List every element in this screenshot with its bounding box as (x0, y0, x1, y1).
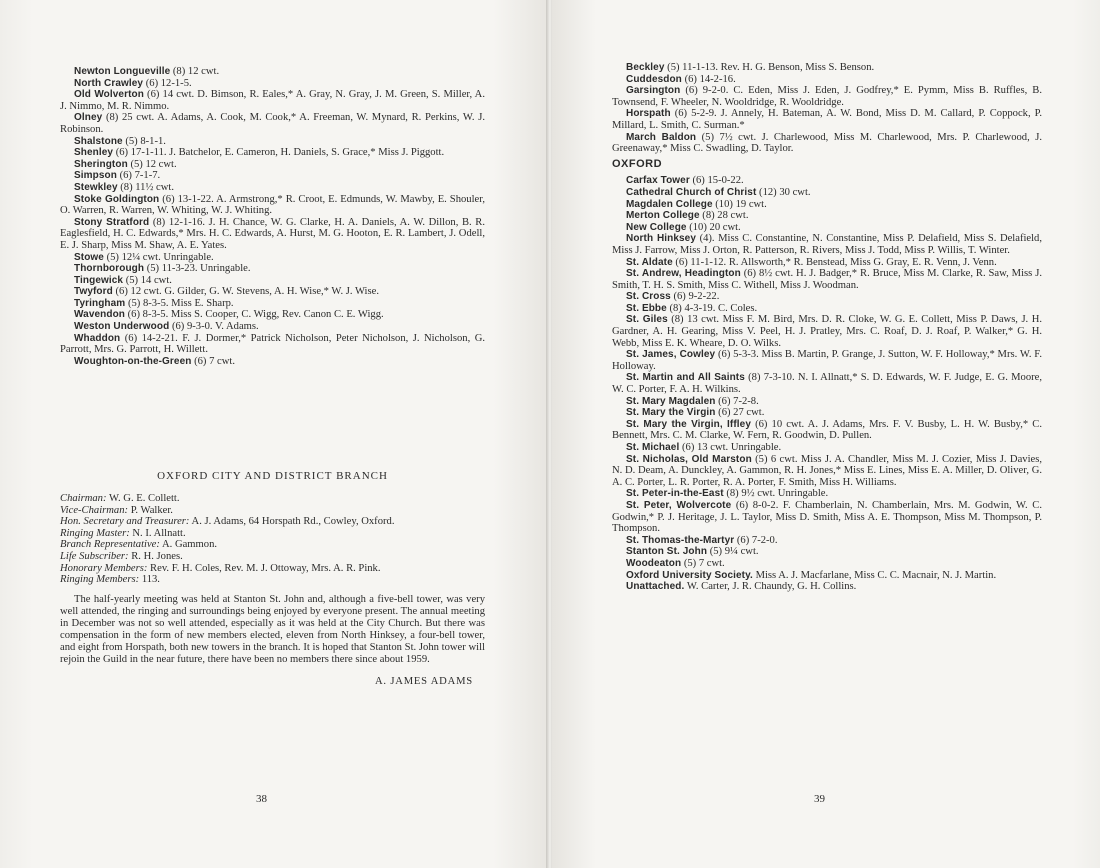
tower-entry (60, 333, 485, 356)
officer-line (60, 493, 485, 505)
tower-name: St. Peter, Wolvercote (626, 499, 732, 511)
report-signature: A. JAMES ADAMS (374, 675, 473, 687)
tower-entry (612, 558, 1042, 570)
tower-entry (60, 170, 485, 182)
tower-name: Stowe (74, 251, 104, 263)
tower-name: St. Ebbe (626, 302, 667, 314)
tower-name: Tingewick (74, 274, 124, 286)
tower-entry (612, 132, 1042, 155)
tower-name: Oxford University Society. (626, 569, 753, 581)
tower-name: St. Mary the Virgin (626, 407, 716, 419)
tower-details: (6) 5-3-3. Miss B. Martin, P. Grange, J. Sutton, W. F. Holloway,* Mrs. W. F. Holloway. (612, 349, 1042, 372)
tower-details: (6) 11-1-12. R. Allsworth,* R. Benstead, Miss G. Gray, E. R. Venn, J. Venn. (675, 256, 997, 268)
officer-line (60, 528, 485, 540)
tower-name: Merton College (626, 210, 700, 222)
tower-entry (612, 268, 1042, 291)
tower-name: Cathedral Church of Christ (626, 186, 757, 198)
page-number-left: 38 (256, 793, 267, 805)
tower-entry (60, 159, 485, 171)
tower-details: (5) 14 cwt. (125, 274, 172, 286)
tower-name: New College (626, 221, 687, 233)
branch-officers (60, 493, 485, 586)
tower-name: Sherington (74, 158, 128, 170)
tower-entry (612, 175, 1042, 187)
tower-details: (8) 28 cwt. (702, 210, 749, 222)
tower-details: (5) 11-1-13. Rev. H. G. Benson, Miss S. Benson. (667, 62, 875, 73)
tower-name: Tyringham (74, 297, 126, 309)
tower-entry (60, 112, 485, 135)
tower-name: North Hinksey (626, 233, 696, 245)
left-tower-list (60, 66, 485, 367)
tower-name: Magdalen College (626, 198, 713, 210)
tower-details: (6) 10 cwt. A. J. Adams, Mrs. F. V. Busby, L. H. W. Busby,* C. Bennett, Mrs. C. M. Clarke, W. Fern, R. Goodwin, D. Pullen. (612, 418, 1042, 442)
tower-name: St. Mary the Virgin, Iffley (626, 418, 751, 430)
tower-name: Thornborough (74, 263, 145, 275)
officer-value: 113. (141, 574, 160, 586)
tower-details: (6) 8-3-5. Miss S. Cooper, C. Wigg, Rev. Canon C. E. Wigg. (127, 309, 384, 321)
tower-details: (8) 13 cwt. Miss F. M. Bird, Mrs. D. R. Cloke, W. G. E. Collett, Miss P. Daws, J. H. Gardner, A. H. Gearing, Miss V. Peel, H. J. Pratley, Mrs. C. Roaf, D. J. Roaf, P. Walker,* G. H. Webb, Miss E. K. Wheare, D. O. Wilks. (612, 314, 1042, 349)
tower-entry (612, 257, 1042, 269)
tower-entry (612, 407, 1042, 419)
right-tower-list-top (612, 62, 1042, 155)
tower-details: (6) 7-2-0. (736, 534, 778, 546)
tower-entry (612, 62, 1042, 74)
tower-details: (5) 12¼ cwt. Unringable. (106, 251, 214, 263)
tower-name: Garsington (626, 85, 681, 97)
tower-details: (6) 14-2-16. (684, 73, 736, 85)
tower-details: (5) 7 cwt. (683, 557, 725, 569)
officer-value: W. G. E. Collett. (108, 493, 180, 505)
tower-name: North Crawley (74, 77, 144, 89)
tower-details: (6) 13-1-22. A. Armstrong,* R. Croot, E. Edmunds, W. Mawby, E. Shouler, O. Warren, R. Warren, W. Whiting, W. J. Whiting. (60, 193, 485, 217)
tower-entry (60, 194, 485, 217)
officer-line (60, 505, 485, 517)
tower-entry (612, 314, 1042, 349)
tower-name: St. Aldate (626, 256, 673, 268)
section-heading-oxford: OXFORD (612, 157, 663, 170)
officer-line (60, 574, 485, 586)
tower-name: Cuddesdon (626, 73, 682, 85)
tower-details: (6) 5-2-9. J. Annely, H. Bateman, A. W. Bond, Miss D. M. Callard, P. Coppock, P. Millard, L. Smith, C. Surman.* (612, 108, 1042, 131)
tower-entry (60, 217, 485, 252)
tower-entry (60, 136, 485, 148)
officer-value: N. I. Allnatt. (132, 527, 186, 539)
tower-entry (60, 252, 485, 264)
tower-entry (60, 321, 485, 333)
tower-entry (612, 85, 1042, 108)
tower-details: (8) 11½ cwt. (120, 181, 175, 193)
tower-entry (60, 263, 485, 275)
tower-details: (6) 17-1-11. J. Batchelor, E. Cameron, H. Daniels, S. Grace,* Miss J. Piggott. (115, 147, 445, 159)
tower-name: Wavendon (74, 309, 125, 321)
tower-entry (60, 286, 485, 298)
tower-details: (5) 7½ cwt. J. Charlewood, Miss M. Charlewood, Mrs. P. Charlewood, J. Greenaway,* Miss C. Swadling, D. Taylor. (612, 131, 1042, 155)
tower-details: (5) 12 cwt. (130, 158, 177, 170)
tower-entry (612, 454, 1042, 489)
tower-name: Twyford (74, 286, 113, 298)
officer-value: P. Walker. (130, 504, 173, 516)
tower-details: (6) 7-2-8. (718, 395, 759, 407)
tower-entry (612, 199, 1042, 211)
tower-name: Stony Stratford (74, 216, 150, 228)
right-page (552, 0, 1100, 868)
tower-details: (12) 30 cwt. (759, 186, 811, 198)
tower-entry (612, 187, 1042, 199)
tower-name: Stewkley (74, 181, 118, 193)
tower-entry (612, 291, 1042, 303)
tower-entry (612, 535, 1042, 547)
officer-role: Ringing Master: (60, 527, 130, 539)
tower-details: (6) 7 cwt. (194, 355, 235, 367)
tower-details: (8) 12-1-16. J. H. Chance, W. G. Clarke, H. A. Daniels, A. W. Dillon, B. R. Eaglesfield, H. C. Edwards,* Mrs. H. C. Edwards, A. Hurst, M. G. Hooton, E. R. Lambert, J. Odell, E. J. Sharp, Miss M. Shaw, A. E. Yates. (60, 216, 486, 251)
tower-details: (10) 19 cwt. (715, 198, 767, 210)
tower-name: Old Wolverton (74, 89, 144, 101)
tower-name: Shenley (74, 147, 114, 159)
tower-details: (6) 14 cwt. D. Bimson, R. Eales,* A. Gray, N. Gray, J. M. Green, S. Miller, A. J. Nimmo, M. R. Nimmo. (60, 89, 485, 112)
tower-entry (60, 66, 485, 78)
officer-role: Chairman: (60, 493, 107, 505)
tower-name: St. Peter-in-the-East (626, 488, 724, 500)
tower-name: St. Mary Magdalen (626, 395, 716, 407)
tower-details: (5) 6 cwt. Miss J. A. Chandler, Miss M. J. Cozier, Miss J. Davies, N. D. Deam, A. Dunckley, A. Gammon, R. H. Jones,* Miss E. Lines, Miss E. A. Miller, D. Oliver, G. A. C. Porter, L. R. Porter, R. A. Porter, F. Smith, Miss H. Williams. (612, 453, 1042, 488)
officer-value: R. H. Jones. (131, 551, 183, 562)
tower-details: W. Carter, J. R. Chaundy, G. H. Collins. (686, 581, 857, 593)
tower-entry (612, 581, 1042, 593)
tower-entry (612, 546, 1042, 558)
officer-role: Branch Representative: (60, 539, 160, 551)
tower-details: (8) 25 cwt. A. Adams, A. Cook, M. Cook,* A. Freeman, W. Mynard, R. Perkins, W. J. Robinson. (60, 112, 485, 135)
tower-details: (5) 8-3-5. Miss E. Sharp. (127, 297, 234, 309)
tower-name: St. Nicholas, Old Marston (626, 453, 752, 465)
officer-line (60, 551, 485, 563)
tower-entry (612, 210, 1042, 222)
tower-entry (612, 419, 1042, 442)
tower-details: (6) 9-3-0. V. Adams. (171, 321, 259, 333)
tower-details: (6) 8-0-2. F. Chamberlain, N. Chamberlain, Mrs. M. Godwin, W. C. Godwin,* P. J. Heritage, J. L. Taylor, Miss D. Smith, Miss A. E. Thompson, Miss M. Thompson, P. Thompson. (612, 499, 1042, 535)
officer-role: Honorary Members: (60, 562, 148, 574)
officer-role: Vice-Chairman: (60, 504, 129, 516)
tower-entry (60, 89, 485, 112)
tower-name: Stoke Goldington (74, 193, 160, 205)
tower-details: (6) 27 cwt. (718, 407, 765, 419)
officer-role: Ringing Members: (60, 574, 140, 586)
left-page-column (60, 66, 485, 687)
tower-name: Beckley (626, 62, 665, 73)
tower-name: March Baldon (626, 131, 697, 143)
tower-details: (5) 9¼ cwt. (709, 546, 759, 558)
tower-name: St. James, Cowley (626, 349, 716, 361)
tower-name: St. Andrew, Headington (626, 268, 741, 280)
tower-entry (60, 78, 485, 90)
officer-role: Hon. Secretary and Treasurer: (60, 516, 190, 528)
tower-details: (6) 15-0-22. (692, 175, 744, 187)
tower-details: (6) 9-2-22. (673, 291, 720, 303)
tower-entry (60, 275, 485, 287)
tower-name: Simpson (74, 170, 117, 182)
officer-line (60, 539, 485, 551)
left-page (0, 0, 548, 868)
right-page-column (612, 62, 1042, 593)
branch-report: The half-yearly meeting was held at Stanton St. John and, although a five-bell tower, was very well attended, the ringing and surroundings being enjoyed by everyone present. The annual meeting in December was not so well attended, especially as it was held at the City Church. But there was compensation in the form of new members elected, eleven from North Hinksey, a four-bell tower, and eight from Horspath, both new towers in the branch. It is hoped that Stanton St. John tower will rejoin the Guild in the near future, there have been no members there since about 1959. (60, 593, 485, 665)
tower-name: St. Giles (626, 314, 668, 326)
tower-entry (612, 303, 1042, 315)
officer-line (60, 516, 485, 528)
tower-details: (5) 11-3-23. Unringable. (146, 263, 251, 275)
tower-entry (612, 108, 1042, 131)
tower-name: St. Martin and All Saints (626, 372, 745, 384)
officer-value: A. J. Adams, 64 Horspath Rd., Cowley, Oxford. (191, 516, 395, 528)
tower-details: (8) 7-3-10. N. I. Allnatt,* S. D. Edwards, W. F. Judge, E. G. Moore, W. C. Porter, F. A. H. Wilkins. (612, 372, 1042, 396)
officer-value: Rev. F. H. Coles, Rev. M. J. Ottoway, Mrs. A. R. Pink. (150, 562, 381, 574)
tower-details: (6) 14-2-21. F. J. Dormer,* Patrick Nicholson, Peter Nicholson, J. Nicholson, G. Parrott, Mrs. G. Parrott, H. Willett. (60, 332, 485, 356)
tower-name: Woodeaton (626, 557, 682, 569)
tower-entry (60, 309, 485, 321)
tower-details: (6) 12-1-5. (145, 77, 192, 89)
tower-entry (612, 570, 1042, 582)
tower-name: Woughton-on-the-Green (74, 355, 192, 367)
tower-entry (612, 442, 1042, 454)
branch-title: OXFORD CITY AND DISTRICT BRANCH (157, 470, 388, 483)
tower-details: (6) 7-1-7. (119, 170, 161, 182)
tower-entry (60, 182, 485, 194)
tower-name: Weston Underwood (74, 321, 170, 333)
tower-entry (612, 74, 1042, 86)
tower-name: Unattached. (626, 581, 685, 593)
tower-name: Horspath (626, 108, 671, 120)
tower-entry (612, 372, 1042, 395)
tower-name: Olney (74, 112, 103, 124)
page-number-right: 39 (814, 793, 825, 805)
tower-details: (6) 13 cwt. Unringable. (682, 442, 782, 453)
officer-line (60, 563, 485, 575)
tower-entry (612, 488, 1042, 500)
tower-name: Newton Longueville (74, 66, 171, 77)
tower-entry (612, 222, 1042, 234)
tower-entry (612, 233, 1042, 256)
tower-name: St. Michael (626, 442, 680, 453)
tower-details: (6) 12 cwt. G. Gilder, G. W. Stevens, A. H. Wise,* W. J. Wise. (115, 286, 379, 298)
tower-details: (6) 9-2-0. C. Eden, Miss J. Eden, J. Godfrey,* E. Pymm, Miss B. Ruffles, B. Townsend, F. Wheeler, N. Wooldridge, R. Wooldridge. (612, 85, 1042, 108)
tower-name: Whaddon (74, 332, 121, 344)
tower-details: (8) 4-3-19. C. Coles. (669, 302, 758, 314)
tower-details: (5) 8-1-1. (125, 135, 166, 147)
officer-value: A. Gammon. (162, 539, 218, 551)
tower-details: Miss A. J. Macfarlane, Miss C. C. Macnair, N. J. Martin. (755, 569, 997, 581)
tower-entry (60, 147, 485, 159)
tower-name: St. Thomas-the-Martyr (626, 534, 735, 546)
tower-entry (612, 349, 1042, 372)
tower-name: Stanton St. John (626, 546, 708, 558)
tower-name: Carfax Tower (626, 175, 690, 187)
tower-details: (10) 20 cwt. (689, 221, 741, 233)
tower-details: (6) 8½ cwt. H. J. Badger,* R. Bruce, Miss M. Clarke, R. Saw, Miss J. Smith, T. H. S. Smith, Miss C. Withell, Miss J. Woodman. (612, 268, 1042, 291)
tower-details: (8) 9½ cwt. Unringable. (726, 488, 829, 500)
right-tower-list (612, 175, 1042, 592)
tower-entry (60, 298, 485, 310)
tower-details: (8) 12 cwt. (172, 66, 220, 77)
tower-details: (4). Miss C. Constantine, N. Constantine, Miss P. Delafield, Miss S. Delafield, Miss J. Farrow, Miss J. Orton, R. Patterson, R. Rivers, Miss J. Todd, Miss P. Willis, T. Winter. (612, 233, 1043, 256)
tower-entry (612, 500, 1042, 535)
tower-name: St. Cross (626, 291, 671, 303)
tower-name: Shalstone (74, 135, 123, 147)
tower-entry (612, 396, 1042, 408)
tower-entry (60, 356, 485, 368)
officer-role: Life Subscriber: (60, 551, 129, 562)
